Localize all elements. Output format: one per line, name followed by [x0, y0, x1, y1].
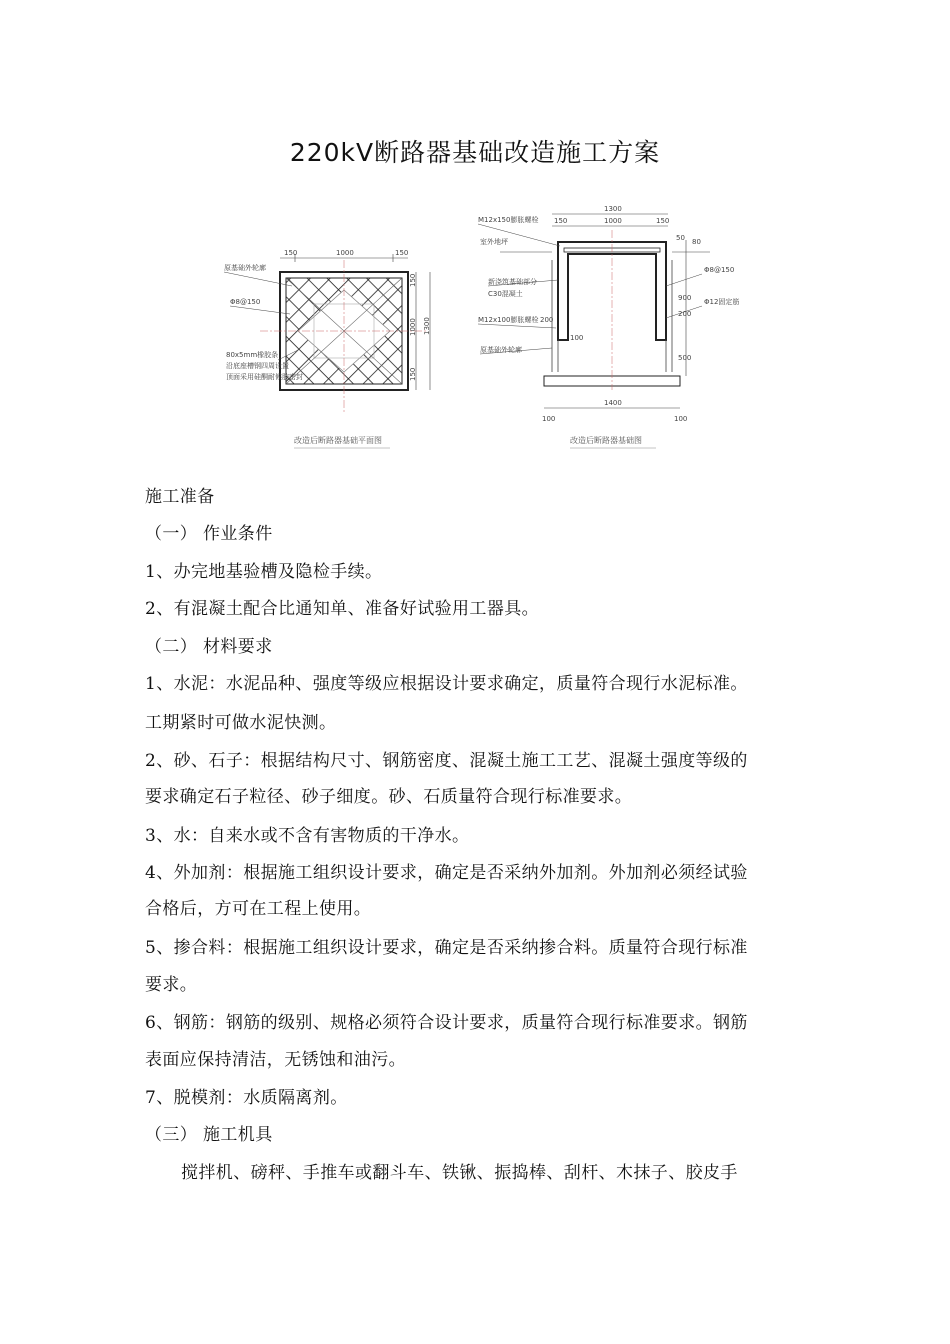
section-label-bolt-top: M12x150膨胀螺栓 — [478, 216, 539, 224]
section-dim-l1: 200 — [540, 316, 554, 324]
section-dim-bottom-left: 100 — [542, 415, 556, 423]
section-dim-top-left: 150 — [554, 217, 568, 225]
section-dim-bottom-total: 1400 — [604, 399, 622, 407]
paragraph: （二） 材料要求 — [145, 637, 273, 657]
section-dim-top-mid: 1000 — [604, 217, 622, 225]
section-label-bolt-mid: M12x100膨胀螺栓 — [478, 316, 539, 324]
plan-view-drawing — [190, 200, 450, 460]
section-label-outline: 原基础外轮廓 — [480, 346, 522, 354]
document-title: 220kV断路器基础改造施工方案 — [289, 138, 661, 167]
section-label-new-part: 新浇筑基础部分 — [488, 278, 537, 286]
section-dim-r4: 200 — [678, 310, 692, 318]
section-dim-top-right: 150 — [656, 217, 670, 225]
plan-dim-top-right: 150 — [395, 249, 409, 257]
foundation-drawings — [190, 200, 760, 460]
section-label-rebar: Φ8@150 — [704, 266, 735, 274]
paragraph: 要求。 — [145, 975, 198, 995]
section-label-concrete: C30混凝土 — [488, 290, 523, 298]
plan-dim-side-bottom: 150 — [409, 367, 417, 381]
paragraph: 要求确定石子粒径、砂子细度。砂、石质量符合现行标准要求。 — [145, 787, 633, 807]
paragraph: 2、砂、石子：根据结构尺寸、钢筋密度、混凝土施工工艺、混凝土强度等级的 — [145, 751, 748, 771]
plan-label-strip-note2: 顶面采用硅酮耐候胶密封 — [226, 373, 303, 381]
plan-label-strip-note1: 沿底座槽钢四周设置 — [226, 362, 289, 370]
plan-label-rebar: Φ8@150 — [230, 298, 261, 306]
plan-dim-top-mid: 1000 — [336, 249, 354, 257]
paragraph: 合格后，方可在工程上使用。 — [145, 899, 372, 919]
plan-dim-side-mid: 1000 — [409, 318, 417, 336]
section-caption: 改造后断路器基础图 — [570, 436, 642, 445]
section-dim-r1: 50 — [676, 234, 685, 242]
paragraph: 工期紧时可做水泥快测。 — [145, 713, 337, 733]
plan-caption: 改造后断路器基础平面图 — [294, 436, 382, 445]
paragraph: （一） 作业条件 — [145, 524, 273, 544]
section-label-fix: Φ12固定筋 — [704, 298, 740, 306]
section-dim-r3: 900 — [678, 294, 692, 302]
section-dim-l2: 100 — [570, 334, 584, 342]
section-label-ground: 室外地坪 — [480, 238, 508, 246]
section-dim-r2: 80 — [692, 238, 701, 246]
plan-dim-side-total: 1300 — [423, 317, 431, 335]
paragraph: 表面应保持清洁，无锈蚀和油污。 — [145, 1050, 406, 1070]
section-dim-top-total: 1300 — [604, 205, 622, 213]
plan-label-strip: 80x5mm橡胶条 — [226, 351, 279, 359]
plan-label-outline: 原基础外轮廓 — [224, 264, 266, 272]
paragraph: 搅拌机、磅秤、手推车或翻斗车、铁锹、振捣棒、刮杆、木抹子、胶皮手 — [181, 1163, 738, 1183]
paragraph: 6、钢筋：钢筋的级别、规格必须符合设计要求，质量符合现行标准要求。钢筋 — [145, 1013, 748, 1033]
paragraph: 3、水：自来水或不含有害物质的干净水。 — [145, 826, 470, 846]
paragraph: 7、脱模剂：水质隔离剂。 — [145, 1088, 348, 1108]
plan-dim-top-left: 150 — [284, 249, 298, 257]
paragraph: （三） 施工机具 — [145, 1125, 273, 1145]
paragraph: 施工准备 — [145, 487, 215, 507]
paragraph: 5、掺合料：根据施工组织设计要求，确定是否采纳掺合料。质量符合现行标准 — [145, 938, 748, 958]
paragraph: 1、水泥：水泥品种、强度等级应根据设计要求确定，质量符合现行水泥标准。 — [145, 674, 748, 694]
section-view-drawing — [470, 200, 770, 460]
paragraph: 4、外加剂：根据施工组织设计要求，确定是否采纳外加剂。外加剂必须经试验 — [145, 863, 748, 883]
paragraph: 2、有混凝土配合比通知单、准备好试验用工器具。 — [145, 599, 540, 619]
section-dim-r5: 500 — [678, 354, 692, 362]
section-dim-bottom-right: 100 — [674, 415, 688, 423]
paragraph: 1、办完地基验槽及隐检手续。 — [145, 562, 383, 582]
plan-dim-side-top: 150 — [409, 273, 417, 287]
